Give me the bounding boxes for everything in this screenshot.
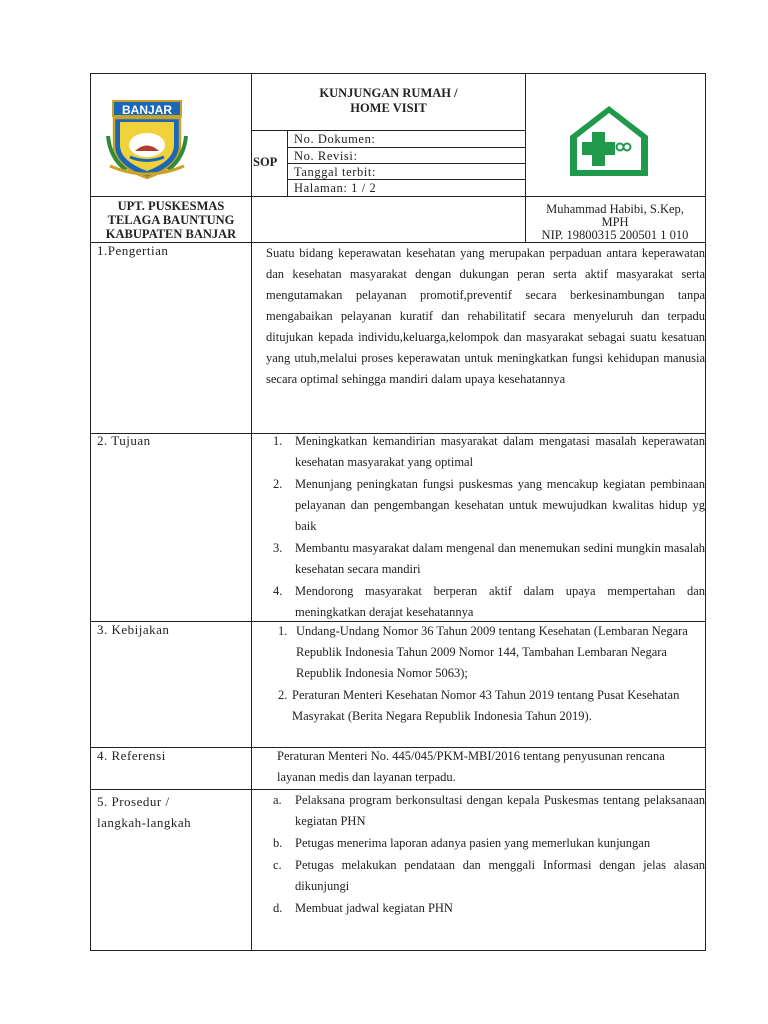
heading-pengertian: 1.Pengertian (97, 243, 169, 258)
tujuan-list (267, 431, 705, 624)
title-line-1: KUNJUNGAN RUMAH / (319, 86, 458, 100)
signer-name: Muhammad Habibi, S.Kep, (546, 202, 684, 216)
field-no-dokumen: No. Dokumen: (294, 132, 376, 146)
signer-degree: MPH (601, 215, 629, 229)
kebijakan-list (272, 621, 702, 728)
list-item: 2. Menunjang peningkatan fungsi puskesmas yang mencakup kegiatan pembinaan pelayanan dan pengembangan kesehatan untuk mewujudkan kwalitas hidup yg baik (273, 477, 705, 533)
heading-prosedur-line-1: 5. Prosedur / (97, 794, 170, 809)
heading-prosedur (97, 791, 191, 833)
list-item: 2. Peraturan Menteri Kesehatan Nomor 43 Tahun 2019 tentang Pusat Kesehatan Masyrakat (Berita Negara Republik Indonesia Tahun 2019). (278, 688, 680, 723)
list-item: 4. Mendorong masyarakat berperan aktif dalam upaya mempertahan dan meningkatkan derajat kesehatannya (273, 584, 705, 619)
puskesmas-logo (568, 104, 650, 178)
signer-nip: NIP. 19800315 200501 1 010 (541, 228, 689, 242)
list-item: 3. Membantu masyarakat dalam mengenal dan menemukan sedini mungkin masalah kesehatan secara mandiri (273, 541, 705, 576)
heading-referensi: 4. Referensi (97, 748, 166, 763)
logo-label: BANJAR (112, 100, 182, 117)
field-halaman: Halaman: 1 / 2 (294, 181, 377, 195)
list-item: b. Petugas menerima laporan adanya pasien yang memerlukan kunjungan (273, 836, 651, 850)
banjar-logo (104, 100, 190, 180)
document-title (252, 86, 525, 116)
list-item: d. Membuat jadwal kegiatan PHN (273, 901, 453, 915)
list-item: 1. Meningkatkan kemandirian masyarakat dalam mengatasi masalah keperawatan kesehatan masyarakat yang optimal (273, 434, 705, 469)
field-no-revisi: No. Revisi: (294, 149, 358, 163)
sop-label: SOP (253, 155, 278, 169)
pengertian-text: Suatu bidang keperawatan kesehatan yang merupakan perpaduan antara keperawatan dan kesehatan masyarakat dengan dukungan peran serta aktif masyarakat serta mengutamakan pelayanan promotif,preventif secara berkesinambungan tanpa mengabaikan pelayanan kuratif dan rehabilitatif secara menyeluruh dan terpadu ditujukan kepada individu,keluarga,kelompok dan masyarakat sebagai suatu kesatuan yang utuh,melalui proses keperawatan untuk meningkatkan fungsi kehidupan manusia secara optimal sehingga mandiri dalam upaya kesehatannya (266, 246, 705, 386)
puskesmas-emblem-icon (568, 104, 650, 178)
prosedur-list (267, 790, 705, 920)
signer-block (525, 203, 705, 242)
heading-prosedur-line-2: langkah-langkah (97, 815, 192, 830)
heading-tujuan: 2. Tujuan (97, 433, 151, 448)
heading-kebijakan: 3. Kebijakan (97, 622, 170, 637)
list-item: c. Petugas melakukan pendataan dan menggali Informasi dengan jelas alasan dikunjungi (273, 858, 705, 893)
title-line-2: HOME VISIT (350, 101, 427, 115)
list-item: 1. Undang-Undang Nomor 36 Tahun 2009 tentang Kesehatan (Lembaran Negara Republik Indonesia Tahun 2009 Nomor 144, Tambahan Lembaran Negara Republik Indonesia Nomor 5063); (278, 624, 688, 680)
org-line-1: UPT. PUSKESMAS (117, 199, 225, 213)
org-line-3: KABUPATEN BANJAR (105, 227, 237, 241)
referensi-text: Peraturan Menteri No. 445/045/PKM-MBI/2016 tentang penyusunan rencana layanan medis dan layanan terpadu. (277, 749, 665, 784)
list-item: a. Pelaksana program berkonsultasi dengan kepala Puskesmas tentang pelaksanaan kegiatan PHN (273, 793, 705, 828)
org-line-2: TELAGA BAUNTUNG (107, 213, 235, 227)
org-name (91, 199, 251, 241)
field-tanggal-terbit: Tanggal terbit: (294, 165, 377, 179)
